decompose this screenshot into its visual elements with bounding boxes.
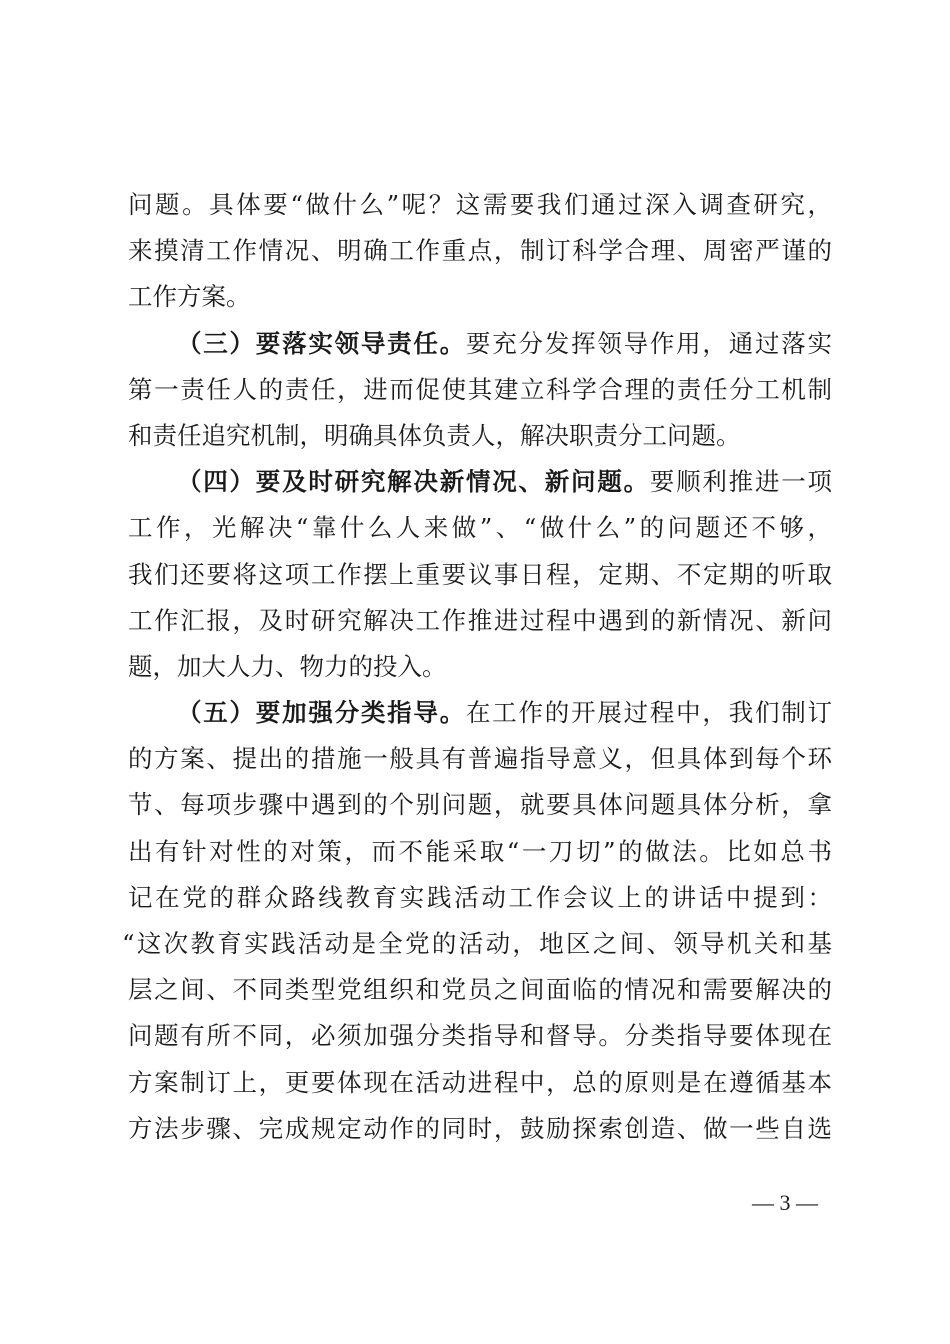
section-three-first-line [128,321,832,367]
text-line: 来摸清工作情况、明确工作重点，制订科学合理、周密严谨的 [128,236,832,266]
text-line: 问题有所不同，必须加强分类指导和督导。分类指导要体现在 [128,1021,832,1051]
body-text [122,182,833,1152]
text-line: 出有针对性的对策，而不能采取“一刀切”的做法。比如总书 [128,836,832,866]
text-line: “这次教育实践活动是全党的活动，地区之间、领导机关和基 [122,929,832,958]
section-heading-five: （五）要加强分类指导。 [177,698,466,728]
text-line: 题，加大人力、物力的投入。 [128,651,447,681]
text-line: 工作，光解决“靠什么人来做”、“做什么”的问题还不够， [128,513,832,543]
text-line: 工作汇报，及时研究解决工作推进过程中遇到的新情况、新问 [128,605,832,635]
section-heading-three: （三）要落实领导责任。 [177,328,466,358]
section-four-first-line [128,459,832,505]
page-number: — 3 — [752,1190,818,1215]
section-text: 在工作的开展过程中，我们制订 [465,698,833,728]
section-text: 要顺利推进一项 [649,467,832,497]
text-line: 的方案、提出的措施一般具有普遍指导意义，但具体到每个环 [128,744,832,774]
text-line: 我们还要将这项工作摆上重要议事日程，定期、不定期的听取 [128,559,832,589]
text-line: 工作方案。 [128,282,251,312]
text-line: 层之间、不同类型党组织和党员之间面临的情况和需要解决的 [128,975,832,1005]
section-five-first-line [128,690,832,736]
section-text: 要充分发挥领导作用，通过落实 [465,328,833,358]
text-line: 方法步骤、完成规定动作的同时，鼓励探索创造、做一些自选 [128,1113,832,1143]
text-line: 问题。具体要“做什么”呢？这需要我们通过深入调查研究， [128,190,832,219]
text-line: 方案制订上，更要体现在活动进程中，总的原则是在遵循基本 [128,1067,832,1097]
text-line: 和责任追究机制，明确具体负责人，解决职责分工问题。 [128,420,741,450]
section-heading-four: （四）要及时研究解决新情况、新问题。 [177,467,650,497]
text-line: 第一责任人的责任，进而促使其建立科学合理的责任分工机制 [128,374,832,404]
text-line: 记在党的群众路线教育实践活动工作会议上的讲话中提到： [128,882,832,912]
text-line: 节、每项步骤中遇到的个别问题，就要具体问题具体分析，拿 [128,790,832,820]
